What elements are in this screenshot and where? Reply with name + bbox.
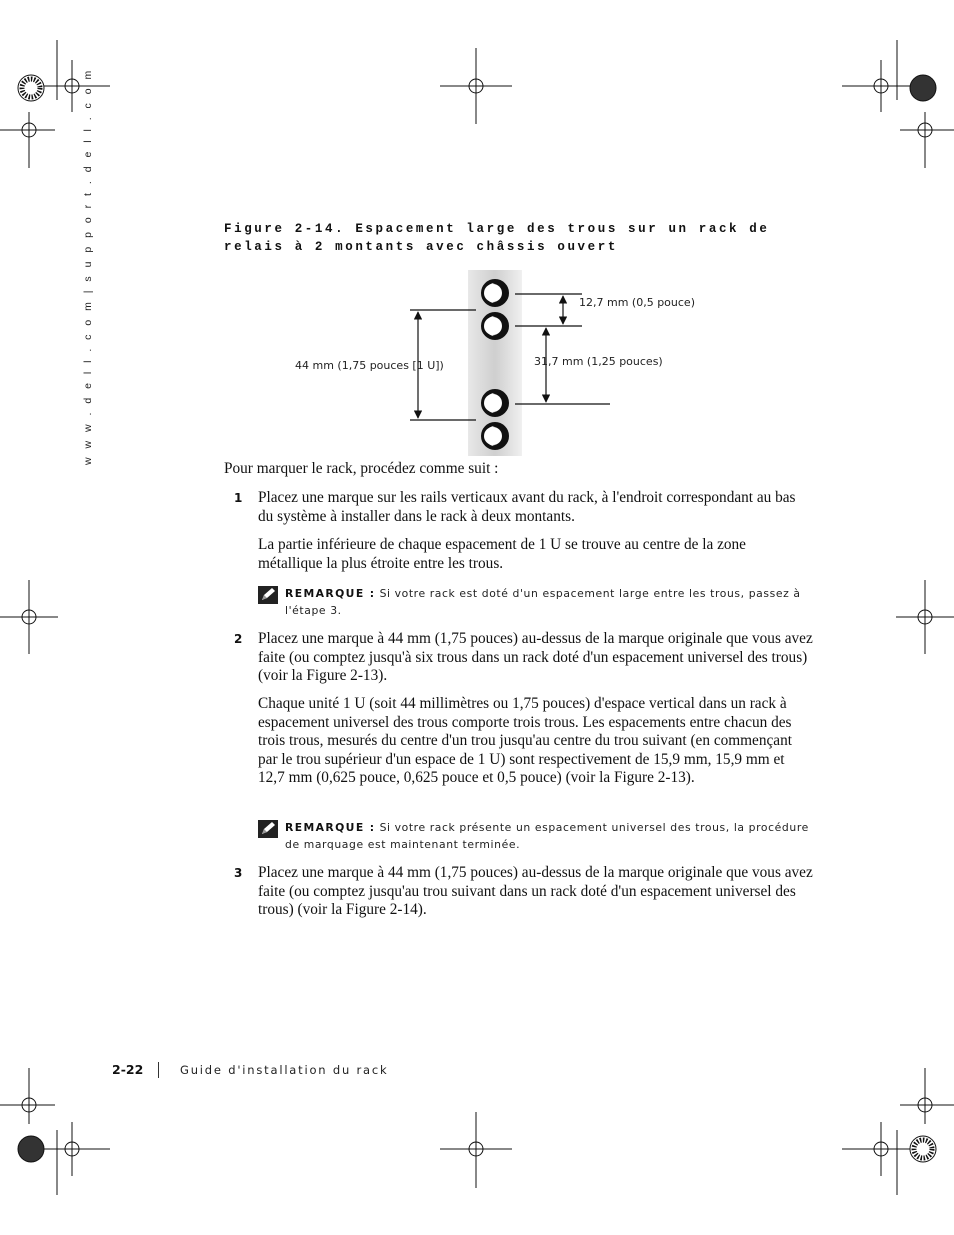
footer-title: Guide d'installation du rack — [180, 1063, 389, 1077]
pencil-note-icon — [258, 586, 278, 604]
note-body: Si votre rack présente un espacement universel des trous, la procédure de marquage est maintenant terminée. — [285, 821, 809, 851]
side-url: w w w . d e l l . c o m | s u p p o r t . d e l l . c o m — [82, 67, 94, 465]
rack-hole-diagram — [290, 268, 695, 458]
step-3-text: Placez une marque à 44 mm (1,75 pouces) au-dessus de la marque originale que vous avez faite (ou comptez jusqu'au trou suivant dans un rack doté d'un espacement universel des trous) (voir la Figure 2-14). — [258, 864, 813, 919]
step-number-2: 2 — [234, 632, 243, 646]
note-body: Si votre rack est doté d'un espacement large entre les trous, passez à l'étape 3. — [285, 587, 801, 617]
step-1-text: Placez une marque sur les rails verticaux avant du rack, à l'endroit correspondant au bas du système à installer dans le rack à deux montants. — [258, 489, 796, 525]
step-number-3: 3 — [234, 866, 243, 880]
note-label: REMARQUE : — [285, 587, 376, 600]
step-1-detail: La partie inférieure de chaque espacement de 1 U se trouve au centre de la zone métallique la plus étroite entre les trous. — [258, 536, 746, 572]
note-label: REMARQUE : — [285, 821, 376, 834]
label-spacing-top: 12,7 mm (0,5 pouce) — [579, 296, 695, 309]
figure-title: Figure 2-14. Espacement large des trous sur un rack de relais à 2 montants avec châssis ouvert — [224, 222, 770, 254]
label-spacing-mid: 31,7 mm (1,25 pouces) — [534, 355, 663, 368]
step-number-1: 1 — [234, 491, 243, 505]
footer-separator — [158, 1062, 159, 1078]
label-spacing-total: 44 mm (1,75 pouces [1 U]) — [295, 359, 444, 372]
step-2-detail: Chaque unité 1 U (soit 44 millimètres ou 1,75 pouces) d'espace vertical dans un rack à espacement universel des trous comporte trois trous. Les espacements entre chacun des trois trous, mesurés du centre d'un trou jusqu'au centre du trou suivant (en commençant par le trou supérieur d'un espace de 1 U) sont respectivement de 15,9 mm, 15,9 mm et 12,7 mm (0,625 pouce, 0,625 pouce et 0,5 pouce) (voir la Figure 2-13). — [258, 695, 792, 787]
step-2-text: Placez une marque à 44 mm (1,75 pouces) au-dessus de la marque originale que vous avez faite (ou comptez jusqu'à six trous dans un rack doté d'un espacement universel des trous) (voir la Figure 2-13). — [258, 630, 813, 685]
page-number: 2-22 — [112, 1062, 144, 1077]
intro-text: Pour marquer le rack, procédez comme suit : — [224, 460, 499, 477]
pencil-note-icon — [258, 820, 278, 838]
